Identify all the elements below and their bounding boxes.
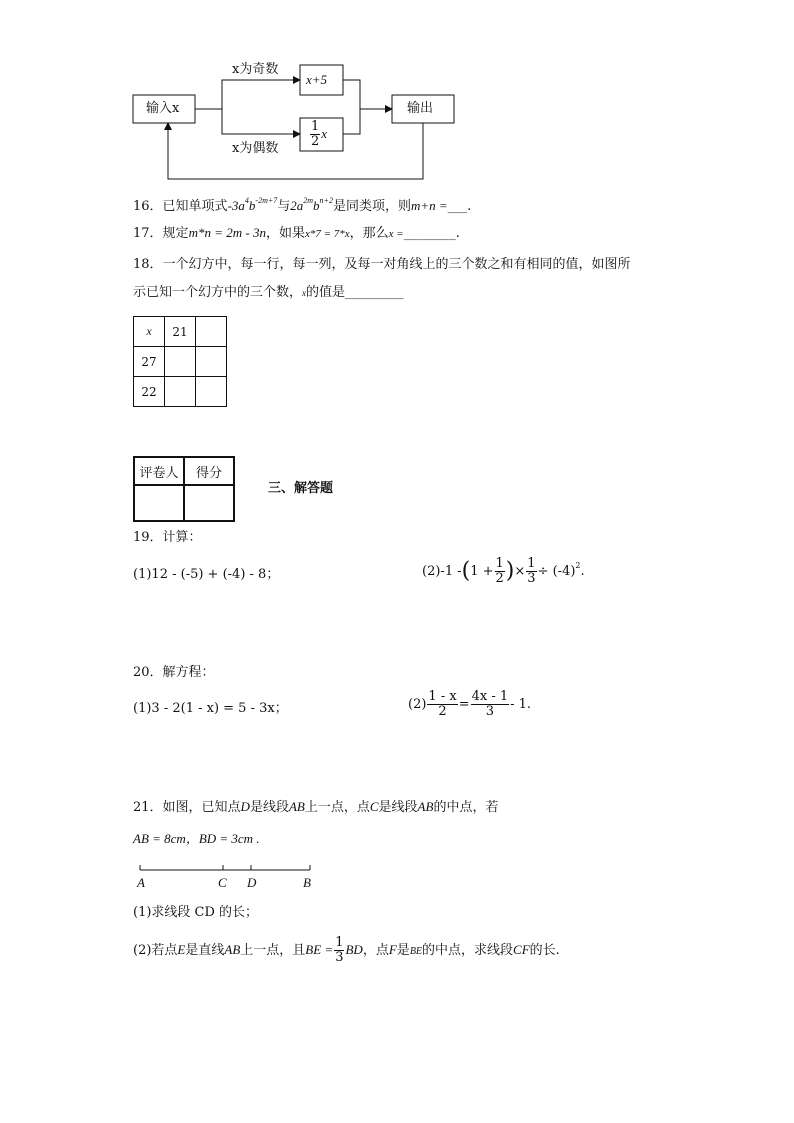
- question-19-title: 19．计算：: [133, 530, 202, 545]
- answer-blank: ________.: [403, 226, 460, 241]
- magic-cell: 21: [165, 317, 196, 347]
- magic-square: [133, 316, 227, 407]
- segment-diagram: [130, 862, 330, 876]
- point-label-c: C: [218, 875, 227, 890]
- section-heading: 三、解答题: [268, 481, 334, 496]
- magic-cell: [196, 377, 227, 407]
- flow-odd-operation: x+5: [306, 72, 328, 87]
- point-label-d: D: [247, 875, 257, 890]
- flow-input-label: 输入x: [146, 101, 180, 116]
- magic-cell: x: [134, 317, 165, 347]
- question-18-line2: 示已知一个幻方中的三个数，x的值是_________: [133, 285, 404, 300]
- score-header: 得分: [184, 457, 234, 485]
- question-20-part1: (1)3 - 2(1 - x) = 5 - 3x；: [133, 701, 288, 716]
- magic-cell: [165, 347, 196, 377]
- score-box: [133, 456, 235, 522]
- question-21-part1: (1)求线段 CD 的长；: [133, 905, 259, 920]
- question-18-line1: 18．一个幻方中，每一行，每一列，及每一对角线上的三个数之和有相同的值，如图所: [133, 257, 631, 272]
- question-19-part1: (1)12 - (-5) + (-4) - 8；: [133, 567, 280, 582]
- point-label-a: A: [137, 875, 145, 890]
- question-21-line2: AB = 8cm，BD = 3cm .: [133, 831, 260, 846]
- grader-header: 评卷人: [134, 457, 184, 485]
- flowchart-diagram: [120, 55, 480, 185]
- magic-cell: [196, 317, 227, 347]
- magic-cell: [196, 347, 227, 377]
- grader-cell: [134, 485, 184, 521]
- question-20-title: 20．解方程：: [133, 665, 215, 680]
- magic-cell: 27: [134, 347, 165, 377]
- question-19-part2: (2)-1 -(1 + $\frac{1}{2}$ )× $\frac{1}{3}$ ÷ $(-4)^2$.: [422, 556, 585, 586]
- question-16: 16．已知单项式$-3a^4b^{-2m+7}$与$2a^{2m}b^{n+2}$是同类项，则m+n =___.: [133, 196, 472, 214]
- magic-cell: 22: [134, 377, 165, 407]
- answer-blank: _________: [345, 285, 404, 300]
- point-label-b: B: [303, 875, 311, 890]
- magic-cell: [165, 377, 196, 407]
- answer-blank: ___.: [447, 199, 472, 214]
- flow-output-label: 输出: [407, 101, 434, 116]
- question-20-part2: (2) $\frac{1 - x}{2}$ = $\frac{4x - 1}{3}$ - 1.: [408, 689, 532, 719]
- flow-odd-label: x为奇数: [232, 62, 279, 77]
- question-21-part2: (2)若点E是直线AB上一点，且BE = $\frac{1}{3}$ BD，点F是BE的中点，求线段CF的长.: [133, 935, 560, 965]
- flow-even-operation: $\frac{1}{2}$ x: [311, 119, 328, 149]
- score-cell: [184, 485, 234, 521]
- flow-even-label: x为偶数: [232, 141, 279, 156]
- question-21-line1: 21．如图，已知点D是线段AB上一点，点C是线段AB的中点，若: [133, 799, 499, 815]
- question-17: 17．规定m*n = 2m - 3n，如果x*7 = 7*x，那么x =________.: [133, 225, 460, 241]
